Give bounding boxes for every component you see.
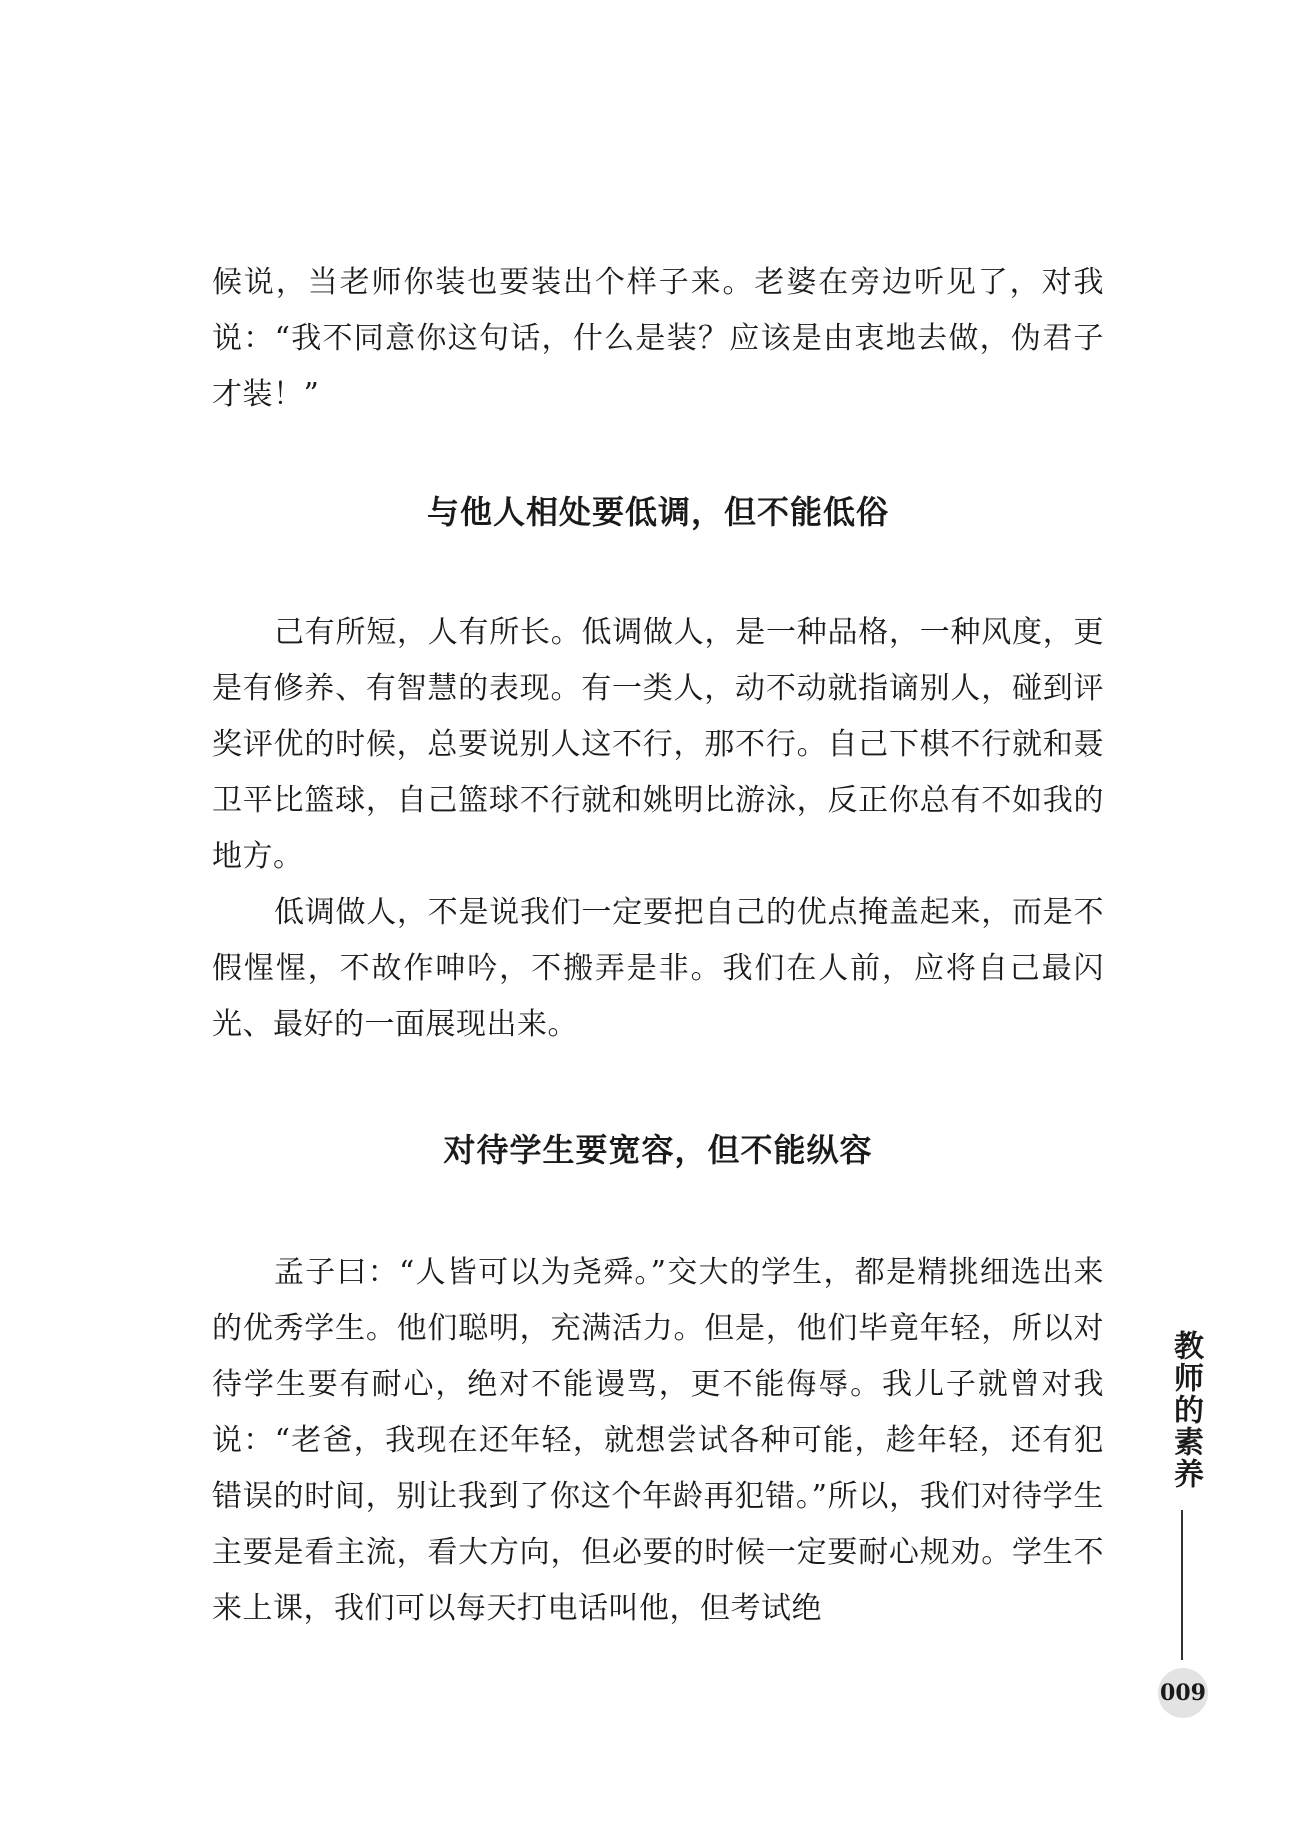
section-heading-tolerance: 对待学生要宽容，但不能纵容 — [443, 1131, 873, 1169]
page-number: 009 — [1158, 1668, 1208, 1718]
running-title: 教师的素养 — [1168, 1330, 1203, 1490]
continued-text-block — [212, 255, 1104, 423]
section-body-low-profile — [212, 605, 1104, 1053]
section-body-tolerance — [212, 1245, 1104, 1637]
section-heading-low-profile: 与他人相处要低调，但不能低俗 — [426, 493, 889, 531]
paragraph: 候说，当老师你装也要装出个样子来。老婆在旁边听见了，对我说：“我不同意你这句话，什么是装？应该是由衷地去做，伪君子才装！” — [212, 265, 1104, 412]
paragraph: 孟子曰：“人皆可以为尧舜。”交大的学生，都是精挑细选出来的优秀学生。他们聪明，充满活力。但是，他们毕竟年轻，所以对待学生要有耐心，绝对不能谩骂，更不能侮辱。我儿子就曾对我说：“老爸，我现在还年轻，就想尝试各种可能，趁年轻，还有犯错误的时间，别让我到了你这个年龄再犯错。”所以，我们对待学生主要是看主流，看大方向，但必要的时候一定要耐心规劝。学生不来上课，我们可以每天打电话叫他，但考试绝 — [212, 1255, 1104, 1626]
paragraph: 己有所短，人有所长。低调做人，是一种品格，一种风度，更是有修养、有智慧的表现。有一类人，动不动就指谪别人，碰到评奖评优的时候，总要说别人这不行，那不行。自己下棋不行就和聂卫平比篮球，自己篮球不行就和姚明比游泳，反正你总有不如我的地方。 — [212, 615, 1104, 874]
paragraph: 低调做人，不是说我们一定要把自己的优点掩盖起来，而是不假惺惺，不故作呻吟，不搬弄是非。我们在人前，应将自己最闪光、最好的一面展现出来。 — [212, 895, 1104, 1042]
running-title-rule — [1181, 1510, 1183, 1660]
